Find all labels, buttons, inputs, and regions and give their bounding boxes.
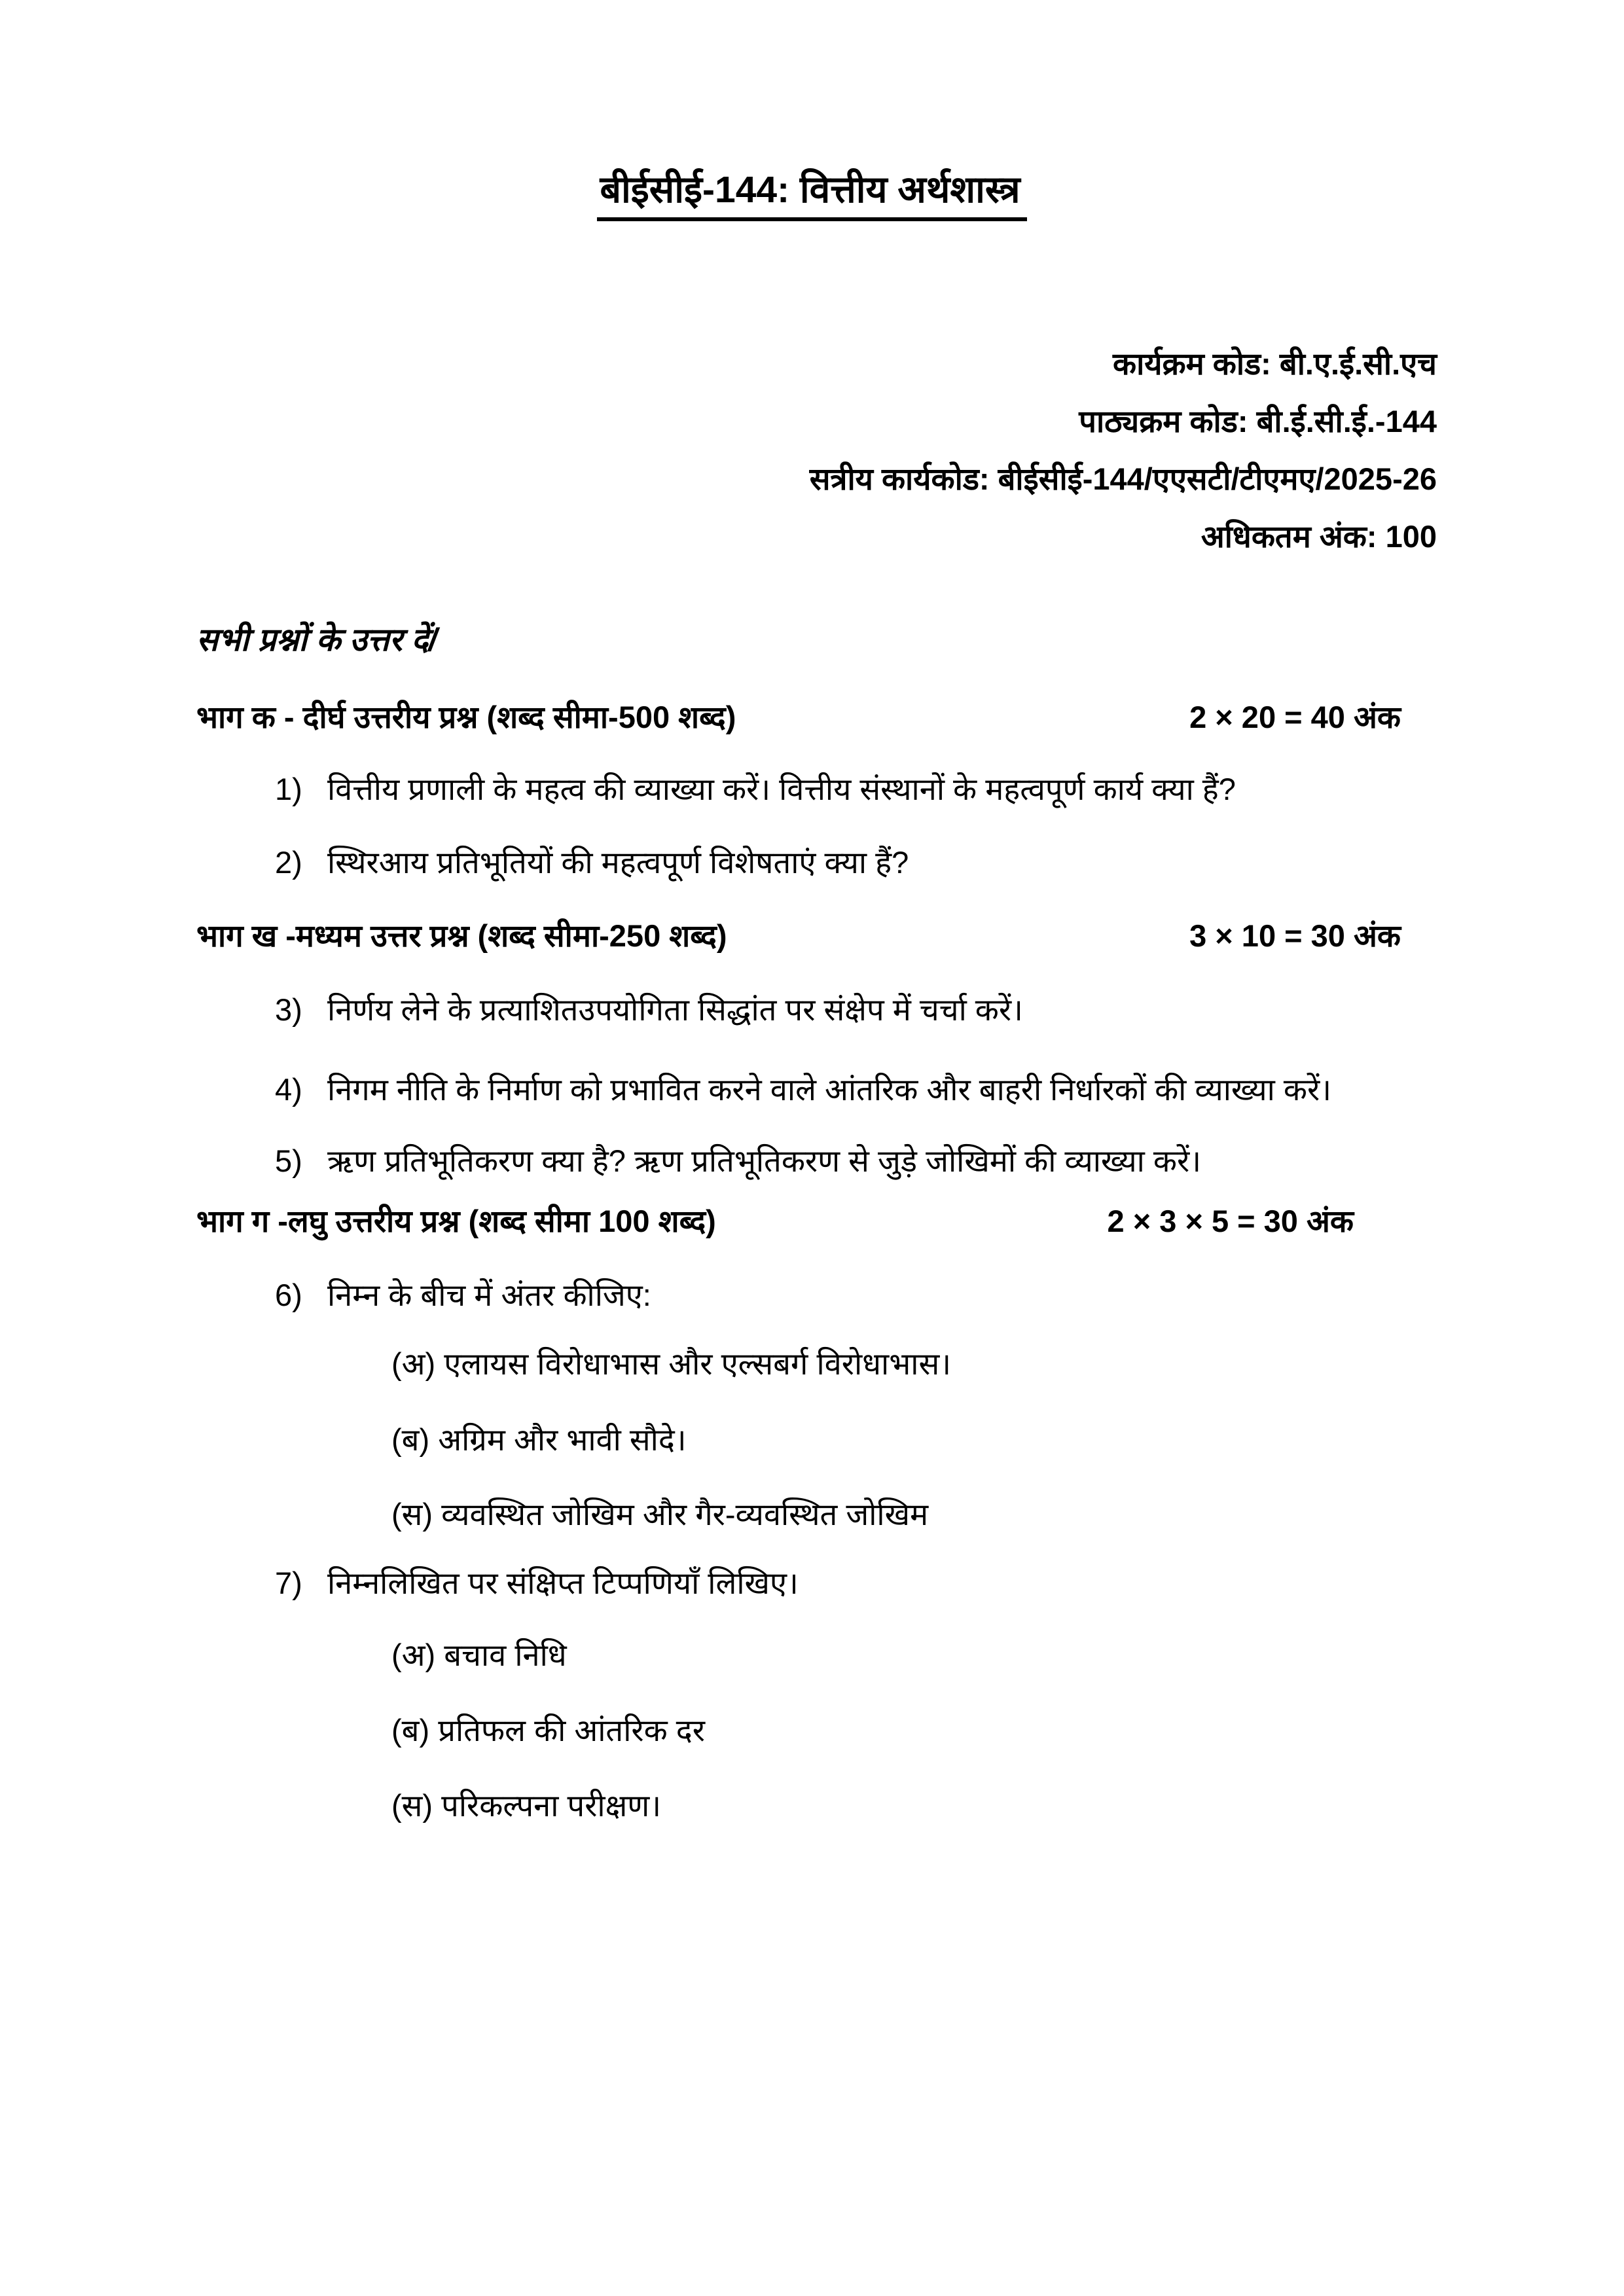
- question-5-number: 5): [275, 1143, 302, 1178]
- session-assignment-code: सत्रीय कार्यकोड: बीईसीई-144/एएसटी/टीएमए/2025-26: [809, 461, 1437, 496]
- question-6-subitem-c: (स) व्यवस्थित जोखिम और गैर-व्यवस्थित जोखिम: [391, 1497, 929, 1532]
- header-codes-block: [810, 335, 1437, 565]
- question-1: [275, 770, 1428, 809]
- section-c-marks: 2 × 3 × 5 = 30 अंक: [1107, 1204, 1354, 1238]
- question-2: [275, 844, 1428, 882]
- question-5-text: ऋण प्रतिभूतिकरण क्या है? ऋण प्रतिभूतिकरण से जुड़े जोखिमों की व्याख्या करें।: [327, 1143, 1202, 1178]
- question-7: [275, 1564, 1428, 1603]
- section-a-marks: 2 × 20 = 40 अंक: [1189, 700, 1401, 734]
- question-4: [275, 1071, 1428, 1109]
- title-row: [0, 168, 1624, 221]
- question-7-subitem-b: (ब) प्रतिफल की आंतरिक दर: [391, 1713, 705, 1748]
- question-7-subitem-a: (अ) बचाव निधि: [391, 1638, 567, 1672]
- question-2-text: स्थिरआय प्रतिभूतियों की महत्वपूर्ण विशेषताएं क्या हैं?: [327, 845, 909, 880]
- section-b-heading: भाग ख -मध्यम उत्तर प्रश्न (शब्द सीमा-250 शब्द): [196, 918, 727, 953]
- question-5: [275, 1142, 1428, 1181]
- question-3-text: निर्णय लेने के प्रत्याशितउपयोगिता सिद्धांत पर संक्षेप में चर्चा करें।: [327, 992, 1023, 1027]
- question-4-text: निगम नीति के निर्माण को प्रभावित करने वाले आंतरिक और बाहरी निर्धारकों की व्याख्या करें।: [327, 1072, 1332, 1107]
- question-7-number: 7): [275, 1566, 302, 1600]
- section-b-marks: 3 × 10 = 30 अंक: [1189, 918, 1401, 953]
- question-6-subitem-b: (ब) अग्रिम और भावी सौदे।: [391, 1422, 687, 1457]
- question-3-number: 3): [275, 992, 302, 1027]
- question-6-text: निम्न के बीच में अंतर कीजिए:: [327, 1278, 651, 1312]
- question-6: [275, 1276, 1428, 1315]
- section-c-heading: भाग ग -लघु उत्तरीय प्रश्न (शब्द सीमा 100 शब्द): [196, 1204, 716, 1238]
- question-1-number: 1): [275, 772, 302, 806]
- section-b-row: [196, 918, 1401, 954]
- question-7-text: निम्नलिखित पर संक्षिप्त टिप्पणियाँ लिखिए।: [327, 1566, 799, 1600]
- page-title: बीईसीई-144: वित्तीय अर्थशास्त्र: [597, 168, 1026, 221]
- question-6-subitem-a: (अ) एलायस विरोधाभास और एल्सबर्ग विरोधाभास।: [391, 1346, 952, 1381]
- question-4-number: 4): [275, 1072, 302, 1107]
- question-2-number: 2): [275, 845, 302, 880]
- question-6-number: 6): [275, 1278, 302, 1312]
- section-a-row: [196, 699, 1401, 736]
- section-c-row: [196, 1203, 1401, 1240]
- course-code: पाठ्यक्रम कोड: बी.ई.सी.ई.-144: [1079, 404, 1437, 439]
- instruction-note: सभी प्रश्नों के उत्तर दें/: [196, 622, 437, 658]
- question-7-subitem-c: (स) परिकल्पना परीक्षण।: [391, 1788, 662, 1823]
- section-a-heading: भाग क - दीर्घ उत्तरीय प्रश्न (शब्द सीमा-500 शब्द): [196, 700, 736, 734]
- question-1-text: वित्तीय प्रणाली के महत्व की व्याख्या करें। वित्तीय संस्थानों के महत्वपूर्ण कार्य क्या हैं?: [327, 772, 1236, 806]
- question-3: [275, 991, 1428, 1030]
- max-marks: अधिकतम अंक: 100: [1200, 519, 1437, 554]
- program-code: कार्यक्रम कोड: बी.ए.ई.सी.एच: [1112, 346, 1437, 381]
